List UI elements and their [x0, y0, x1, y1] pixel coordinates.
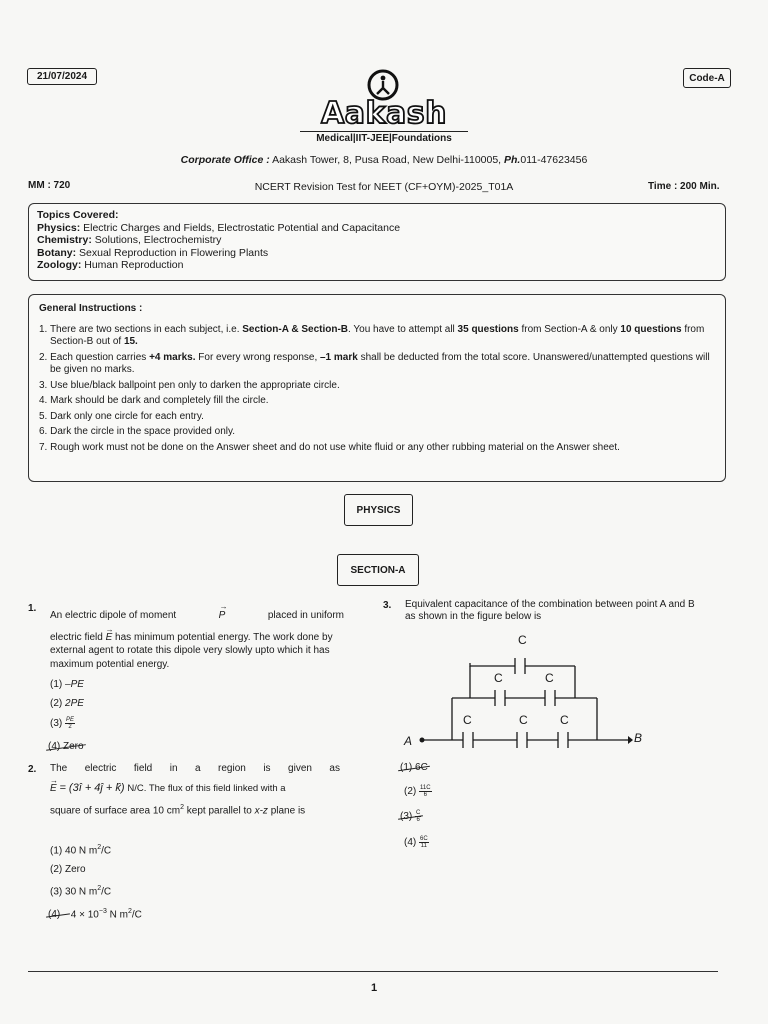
node-a [420, 738, 425, 743]
page-number: 1 [370, 982, 378, 994]
instructions-panel: General Instructions : 1. There are two sections in each subject, i.e. Section-A & Section-B. You have to attempt all 35 questions from Section-A & only 10 questions from Section-B out of 15. 2. Each question carries +4 marks. For every wrong response, –1 mark shall be deducted from the total score. Unanswered/unattempted questions will be given no marks. 3. Use blue/black ballpoint pen only to darken the appropriate circle. 4. Mark should be dark and completely fill the circle. 5. Dark only one circle for each entry. 6. Dark the circle in the space provided only. 7. Rough work must not be done on the Answer sheet and do not use white fluid or any other rubbing material on the Answer sheet. [28, 294, 726, 482]
instruction-7: 7. Rough work must not be done on the Answer sheet and do not use white fluid or any other rubbing material on the Answer sheet. [39, 441, 620, 453]
q2-option-2[interactable]: (2) Zero [50, 864, 86, 875]
topics-panel: Topics Covered: Physics: Electric Charges and Fields, Electrostatic Potential and Capacitance Chemistry: Solutions, Electrochemistry Botany: Sexual Reproduction in Flowering Plants Zoology: Human Reproduction [28, 203, 726, 281]
q1-number: 1. [28, 603, 37, 614]
cap-label-bot-3: C [560, 713, 569, 727]
q2-option-1[interactable]: (1) 40 N $m^2/C$ [50, 844, 112, 857]
q2-text: The electric field in a region is given as → E = (3î + 4ĵ + k̂) N/C. The flux of this field linked with a square of surface area 10 $cm^2$ kept parallel to x-z plane is [50, 763, 340, 817]
point-b-label: B [634, 731, 643, 745]
brand-name: Aakash [321, 96, 447, 131]
marked-answer: (3) $\frac{C}{6}$ [400, 810, 421, 823]
q3-option-2[interactable]: (2) $\frac{11C}{6}$ [404, 785, 431, 798]
point-a-label: A [404, 734, 413, 748]
q2-option-4[interactable]: (4) $4 \times 10^{-3}$ N $m^2/C$ [48, 908, 142, 921]
marked-answer: (4) Zero [48, 741, 84, 752]
section-a: SECTION-A [337, 554, 419, 586]
topic-physics: Physics: Electric Charges and Fields, Electrostatic Potential and Capacitance [37, 221, 401, 234]
topic-botany: Botany: Sexual Reproduction in Flowering Plants [37, 246, 269, 259]
topic-chemistry: Chemistry: Solutions, Electrochemistry [37, 234, 222, 246]
instruction-4: 4. Mark should be dark and completely fill the circle. [39, 395, 269, 406]
brand-tagline: Medical|IIT-JEE|Foundations [300, 131, 468, 144]
q2-option-3[interactable]: (3) 30 N $m^2/C$ [50, 885, 112, 898]
date-box: 21/07/2024 [27, 68, 97, 85]
cap-label-bot-1: C [463, 713, 472, 727]
subject-physics: PHYSICS [344, 494, 413, 526]
q3-number: 3. [383, 600, 392, 611]
q3-option-4[interactable]: (4) $\frac{6C}{11}$ [404, 836, 428, 849]
cap-label-top: C [518, 633, 527, 647]
q3-option-1[interactable] [400, 762, 428, 773]
max-marks: MM : 720 [28, 180, 71, 191]
instruction-2: 2. Each question carries +4 marks. For every wrong response, –1 mark shall be deducted from the total score. Unanswered/unattempted questions will be given no marks. [39, 351, 710, 375]
q1-option-4[interactable] [48, 741, 84, 752]
cap-label-mid-2: C [545, 671, 554, 685]
q1-option-1[interactable]: (1) –PE [50, 679, 84, 690]
marked-answer: (1) 6C [400, 762, 428, 773]
arrow-icon [628, 736, 633, 744]
footer-rule [28, 971, 718, 972]
instruction-3: 3. Use blue/black ballpoint pen only to darken the appropriate circle. [39, 379, 340, 391]
q1-text: An electric dipole of moment → P placed in uniform electric field → E has minimum potential energy. The work done by external agent to rotate this dipole very slowly upto which it has maximum potential energy. [50, 602, 344, 670]
instruction-6: 6. Dark the circle in the space provided only. [39, 426, 236, 437]
time-limit: Time : 200 Min. [648, 181, 720, 192]
topic-zoology: Zoology: Human Reproduction [37, 259, 184, 271]
instruction-5: 5. Dark only one circle for each entry. [39, 410, 204, 422]
marked-answer: (4) [48, 909, 68, 920]
q3-option-3[interactable] [400, 810, 421, 823]
code-box: Code-A [683, 68, 731, 88]
q1-option-3[interactable]: (3) $\frac{PE}{2}$ [50, 717, 75, 730]
corporate-office: Corporate Office : Aakash Tower, 8, Pusa Road, New Delhi-110005, Ph.011-47623456 [180, 154, 588, 166]
q1-option-2[interactable]: (2) 2PE [50, 698, 84, 709]
test-name: NCERT Revision Test for NEET (CF+OYM)-2025_T01A [254, 181, 514, 193]
cap-label-mid-1: C [494, 671, 503, 685]
q3-text: Equivalent capacitance of the combination between point A and B as shown in the figure below is [405, 599, 695, 622]
q2-number: 2. [28, 764, 37, 775]
cap-label-bot-2: C [519, 713, 528, 727]
capacitor-circuit [400, 630, 650, 750]
instruction-1: 1. There are two sections in each subject, i.e. Section-A & Section-B. You have to attempt all 35 questions from Section-A & only 10 questions from Section-B out of 15. [39, 323, 705, 347]
